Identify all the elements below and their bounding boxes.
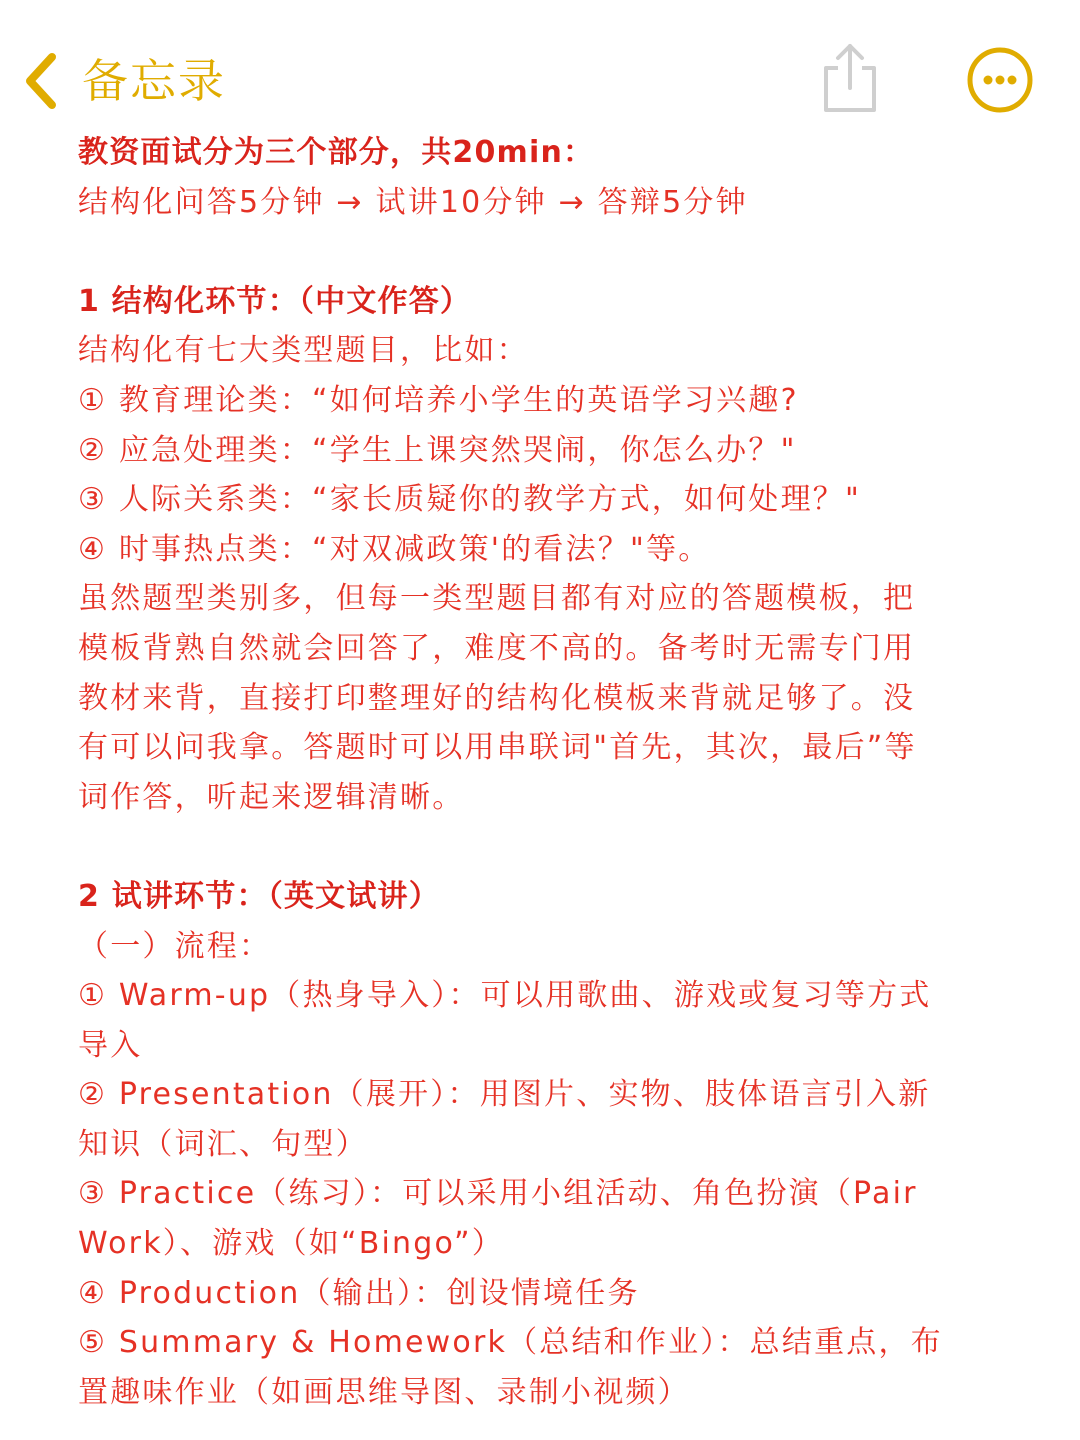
- back-label: 备忘录: [82, 54, 226, 108]
- note-text-line: 模板背熟自然就会回答了，难度不高的。备考时无需专门用: [78, 630, 916, 666]
- note-text-line: Work）、游戏（如“Bingo”）: [78, 1226, 504, 1262]
- note-body[interactable]: [78, 128, 1040, 1417]
- note-text-line: 知识（词汇、句型）: [78, 1126, 368, 1162]
- note-text-line: 有可以问我拿。答题时可以用串联词"首先，其次，最后”等: [78, 730, 917, 766]
- note-text-line: ③ 人际关系类：“家长质疑你的教学方式，如何处理？": [78, 482, 861, 518]
- note-text-line: ② 应急处理类：“学生上课突然哭闹，你怎么办？": [78, 432, 797, 468]
- note-text-line: ① Warm-up（热身导入）：可以用歌曲、游戏或复习等方式: [78, 978, 932, 1014]
- note-text-line: 导入: [78, 1027, 143, 1063]
- note-heading-line: 2 试讲环节：（英文试讲）: [78, 878, 440, 914]
- note-heading-line: 教资面试分为三个部分，共20min：: [78, 135, 595, 170]
- note-text-line: 虽然题型类别多，但每一类型题目都有对应的答题模板，把: [78, 581, 916, 617]
- note-text-line: （一）流程：: [78, 928, 272, 964]
- note-text-line: 结构化问答5分钟 → 试讲10分钟 → 答辩5分钟: [78, 184, 748, 220]
- note-text-line: 词作答，听起来逻辑清晰。: [78, 779, 465, 815]
- note-text-line: ④ Production（输出）：创设情境任务: [78, 1275, 640, 1311]
- blank-line: [78, 822, 1040, 872]
- note-text-line: 结构化有七大类型题目，比如：: [78, 333, 529, 369]
- back-button[interactable]: [18, 46, 226, 116]
- note-text-line: ① 教育理论类：“如何培养小学生的英语学习兴趣?: [78, 382, 799, 418]
- note-text-line: ② Presentation（展开）：用图片、实物、肢体语言引入新: [78, 1077, 931, 1113]
- note-text-line: ⑤ Summary & Homework（总结和作业）：总结重点，布: [78, 1325, 943, 1361]
- note-text-line: 置趣味作业（如画思维导图、录制小视频）: [78, 1374, 690, 1410]
- chevron-left-icon: [18, 49, 62, 113]
- share-icon[interactable]: [818, 40, 882, 114]
- note-text-line: ③ Practice（练习）：可以采用小组活动、角色扮演（Pair: [78, 1176, 918, 1212]
- note-text-line: ④ 时事热点类：“对双减政策'的看法？"等。: [78, 531, 711, 567]
- note-text-line: 教材来背，直接打印整理好的结构化模板来背就足够了。没: [78, 680, 916, 716]
- navigation-bar: [0, 0, 1080, 140]
- more-options-icon[interactable]: [966, 46, 1034, 114]
- note-heading-line: 1 结构化环节：（中文作答）: [78, 283, 472, 319]
- blank-line: [78, 227, 1040, 277]
